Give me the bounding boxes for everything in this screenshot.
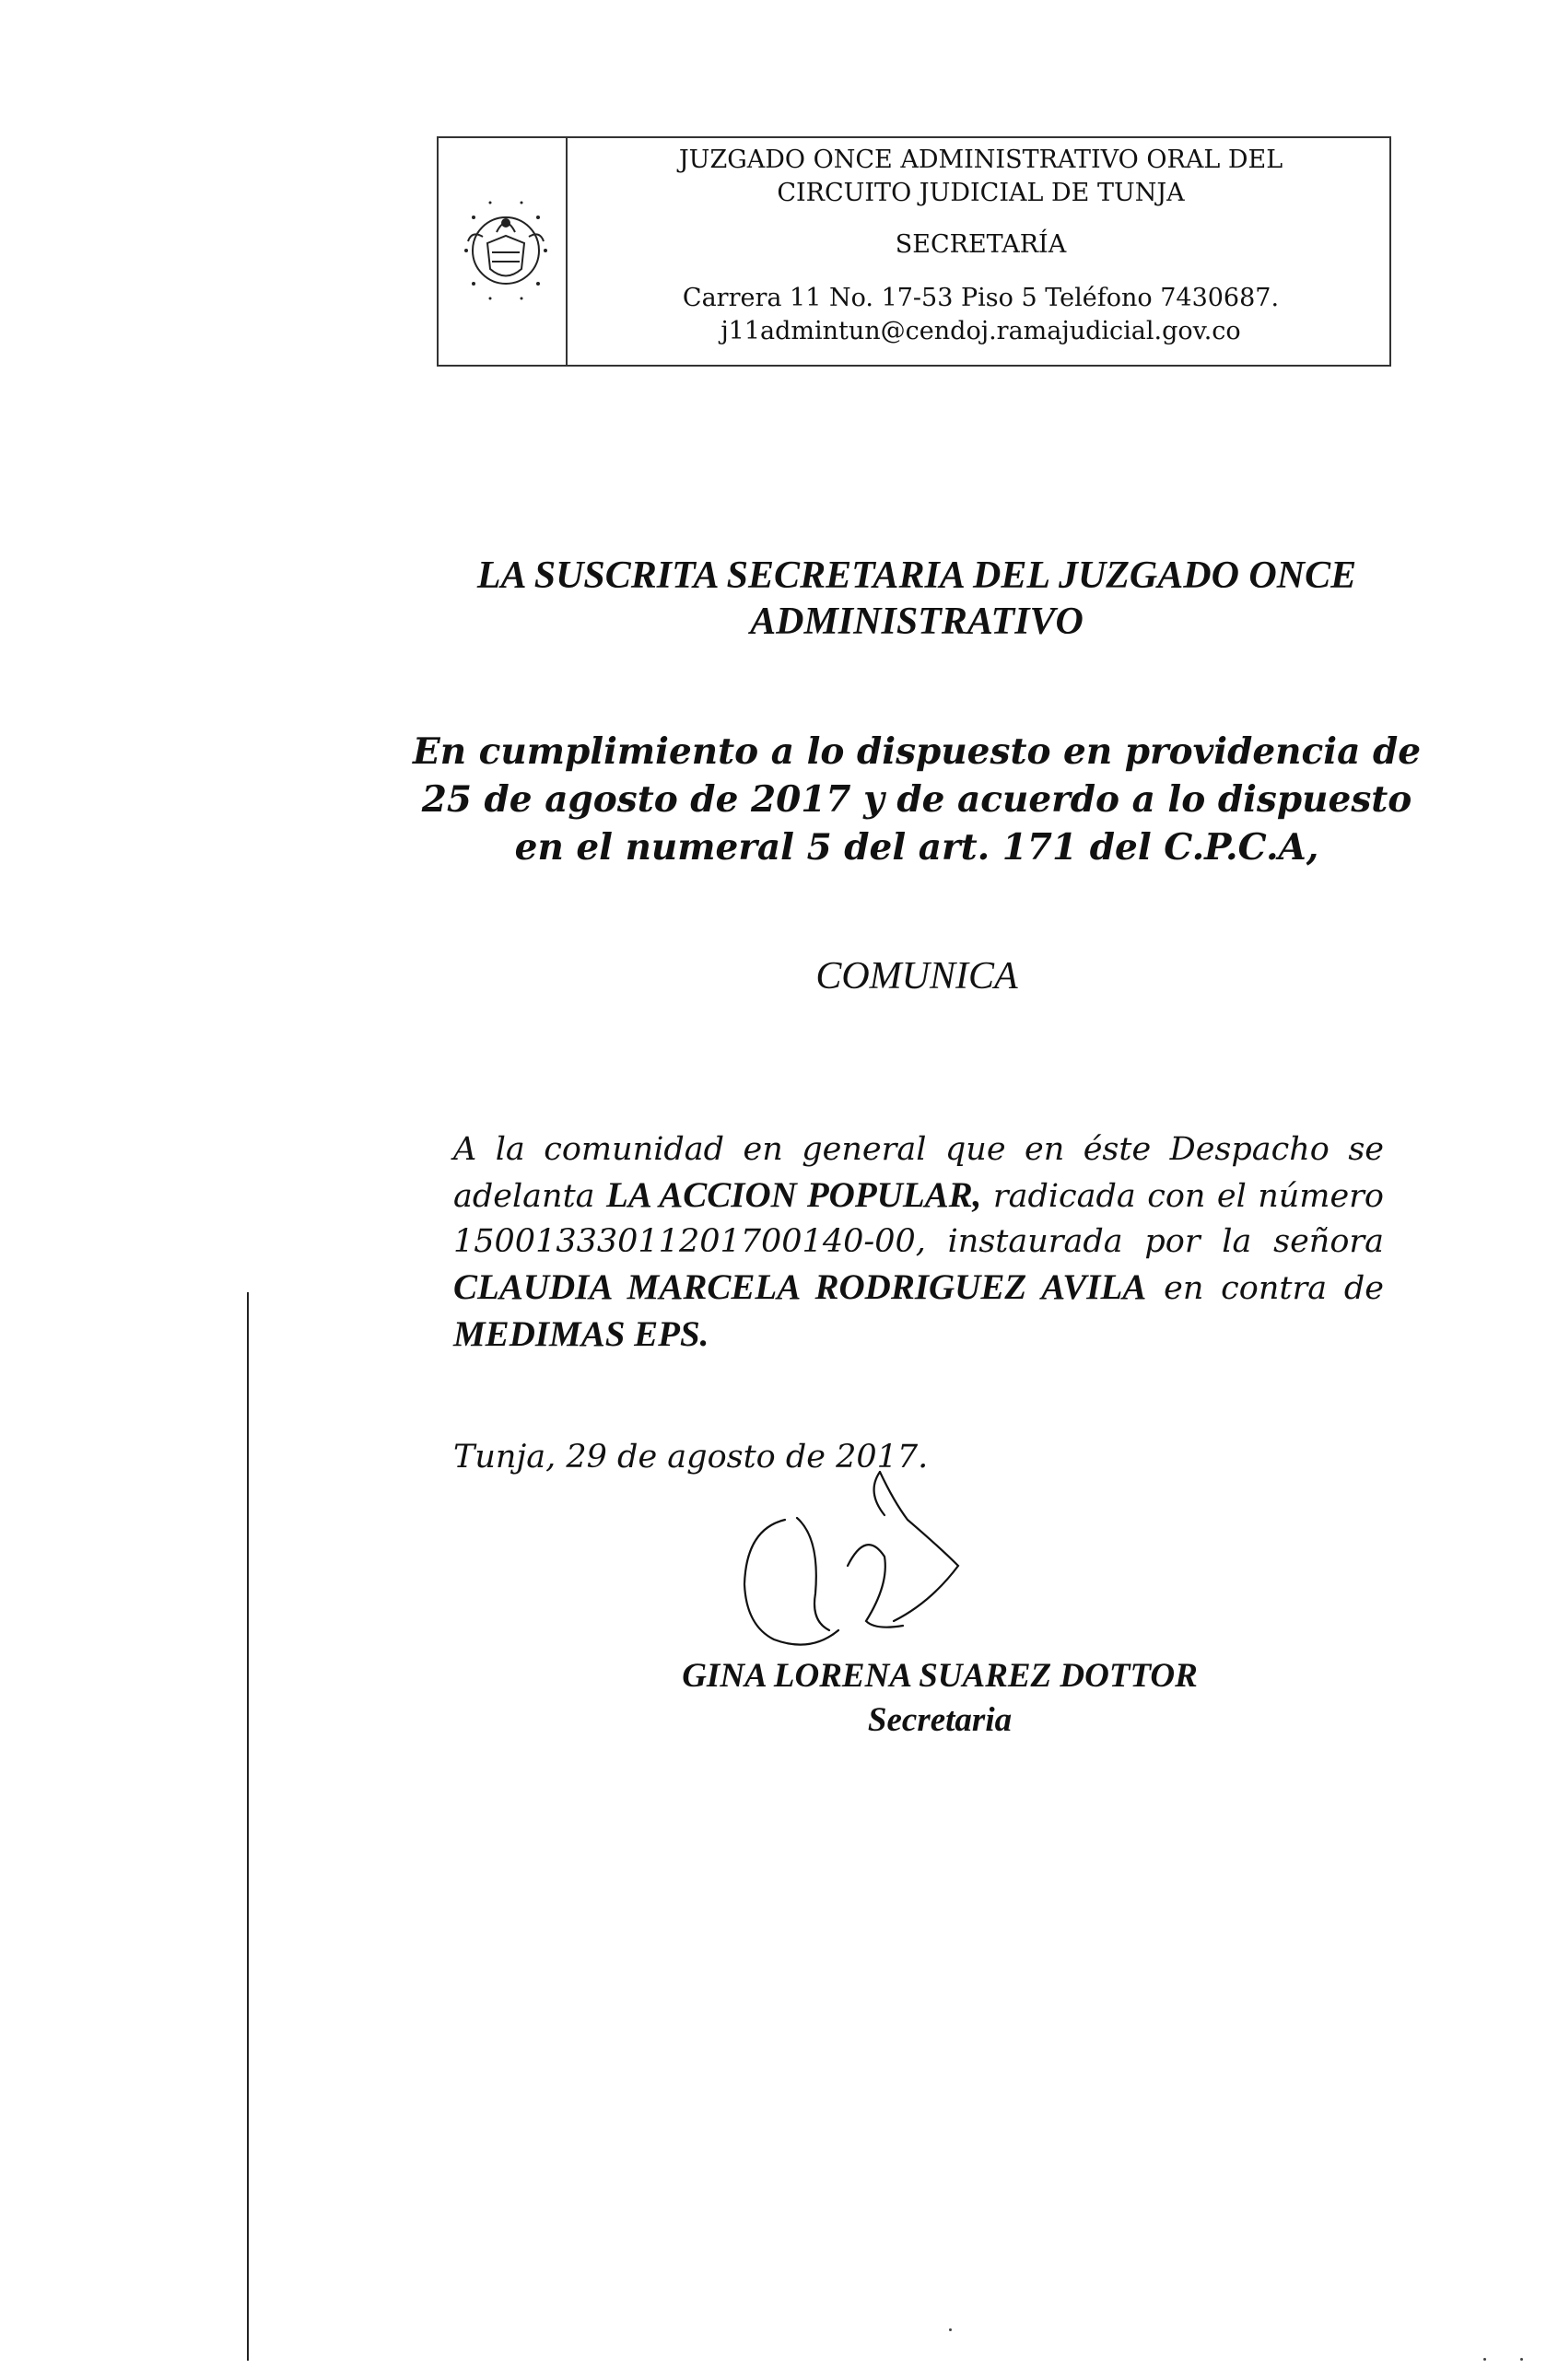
- comunica-heading: COMUNICA: [815, 955, 1018, 998]
- body-text-2: radicada con el número 15001333011201700140-00, instaurada por la señora: [453, 1178, 1384, 1260]
- scan-speck: [949, 2328, 952, 2331]
- date-line: Tunja, 29 de agosto de 2017.: [453, 1439, 929, 1476]
- court-name-line2: CIRCUITO JUDICIAL DE TUNJA: [777, 179, 1185, 207]
- secretaria-label: SECRETARÍA: [895, 230, 1067, 259]
- scan-speck: [1520, 2358, 1523, 2361]
- handwritten-signature: [709, 1464, 1060, 1676]
- signer-role: Secretaria: [867, 1701, 1013, 1739]
- intro-line1: En cumplimiento a lo dispuesto en providencia de: [412, 730, 1422, 773]
- body-text-1: A la comunidad en general que en éste Despacho se adelanta: [453, 1131, 1384, 1215]
- plaintiff-name: CLAUDIA MARCELA RODRIGUEZ AVILA: [453, 1267, 1147, 1307]
- left-margin-line: [247, 1292, 249, 2361]
- action-type: LA ACCION POPULAR,: [605, 1175, 982, 1215]
- document-title: [387, 553, 1447, 645]
- title-line2: ADMINISTRATIVO: [750, 601, 1084, 643]
- signer-name: GINA LORENA SUAREZ DOTTOR: [682, 1657, 1198, 1695]
- letterhead-box: [437, 136, 1391, 367]
- intro-paragraph: [387, 728, 1447, 871]
- defendant-name: MEDIMAS EPS.: [453, 1314, 709, 1354]
- letterhead-divider: [566, 138, 568, 365]
- intro-line2: 25 de agosto de 2017 y de acuerdo a lo dispuesto: [421, 778, 1412, 821]
- court-name-line1: JUZGADO ONCE ADMINISTRATIVO ORAL DEL: [678, 146, 1283, 174]
- court-address: Carrera 11 No. 17-53 Piso 5 Teléfono 7430687.: [682, 284, 1280, 312]
- title-line1: LA SUSCRITA SECRETARIA DEL JUZGADO ONCE: [476, 554, 1357, 597]
- body-text-3: en contra de: [1164, 1270, 1384, 1307]
- letterhead-text: [572, 138, 1389, 348]
- court-email: j11admintun@cendoj.ramajudicial.gov.co: [720, 317, 1241, 345]
- notice-body: [453, 1127, 1384, 1359]
- intro-line3: en el numeral 5 del art. 171 del C.P.C.A,: [514, 826, 1319, 869]
- scan-speck: [1483, 2358, 1486, 2361]
- colombia-seal-icon: [446, 158, 566, 343]
- signer-block: [571, 1654, 1308, 1743]
